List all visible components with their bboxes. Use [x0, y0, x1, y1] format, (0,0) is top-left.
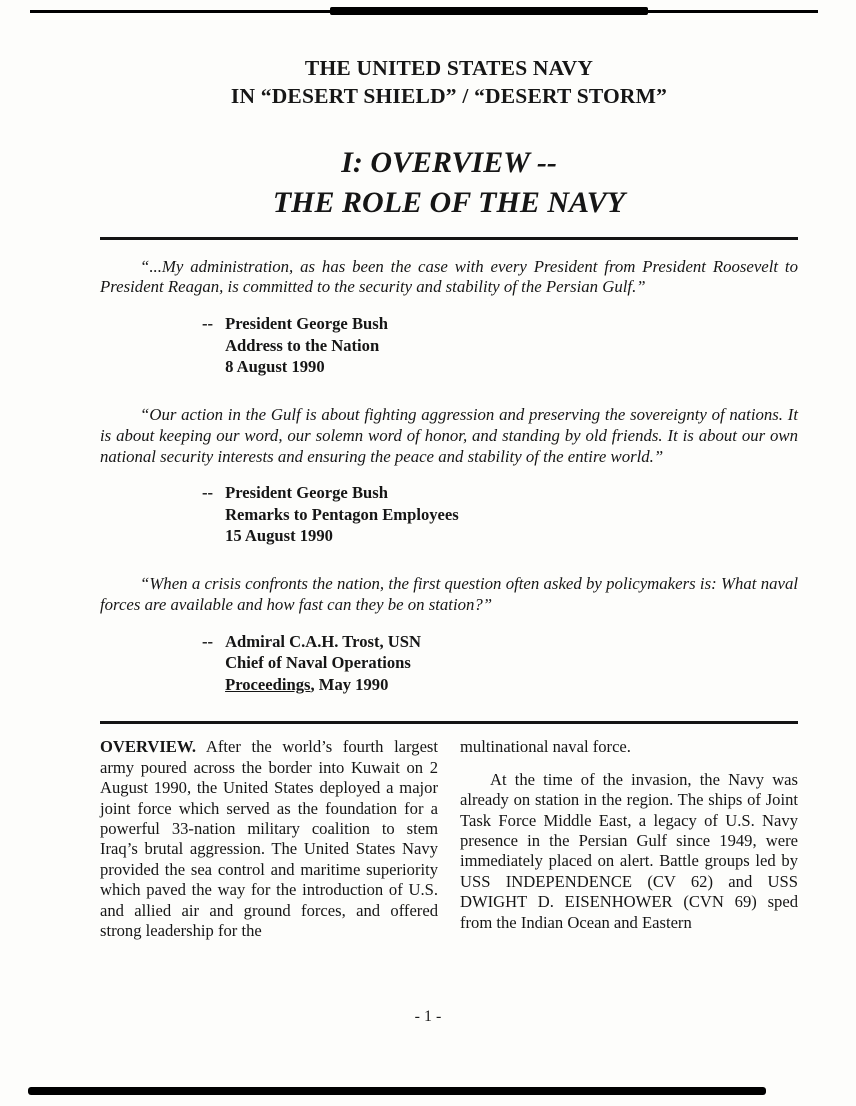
attribution-1-line-3: 8 August 1990: [225, 357, 325, 377]
title-line-1: I: OVERVIEW --: [341, 145, 557, 179]
attribution-3-line-3: [225, 674, 421, 696]
attribution-3-source-title: Proceedings: [225, 674, 311, 694]
quote-1-attribution: [202, 313, 798, 378]
overview-lead: OVERVIEW.: [100, 737, 197, 757]
attribution-1-dash: --: [202, 314, 214, 334]
quote-1-text: “...My administration, as has been the case with every President from President Roosevelt to President Reagan, is committed to the security and stability of the Persian Gulf.”: [100, 256, 798, 297]
attribution-3-source-date: , May 1990: [310, 674, 389, 694]
body-columns: [100, 737, 798, 941]
quote-3-attribution: [202, 631, 798, 696]
scan-artifact-bottom: [28, 1087, 766, 1095]
right-paragraph-1: multinational naval force.: [460, 737, 631, 757]
quote-2-attribution: [202, 482, 798, 547]
header-line-2: IN “DESERT SHIELD” / “DESERT STORM”: [230, 84, 668, 109]
quote-2-text: “Our action in the Gulf is about fighting aggression and preserving the sovereignty of nations. It is about keeping our word, our solemn word of honor, and standing by old friends. It is about our own national security interests and ensuring the peace and stability of the entire world.”: [100, 404, 798, 466]
attribution-2-line-2: Remarks to Pentagon Employees: [225, 504, 459, 524]
attribution-1-line-2: Address to the Nation: [225, 335, 380, 355]
header-line-1: THE UNITED STATES NAVY: [304, 56, 594, 80]
quote-3-text: “When a crisis confronts the nation, the first question often asked by policymakers is: What naval forces are available and how fast can they be on station?”: [100, 574, 798, 614]
quote-2-attribution-lines: [225, 482, 459, 547]
divider-top: [100, 237, 798, 240]
attribution-2-line-1: President George Bush: [225, 483, 388, 503]
overview-text: After the world’s fourth largest army poured across the border into Kuwait on 2 August 1990, the United States deployed a major joint force which served as the foundation for a powerful 33-nation military coalition to stem Iraq’s brutal aggression. The United States Navy provided the sea control and maritime superiority which paved the way for the introduction of U.S. and allied air and ground forces, and offered strong leadership for the: [100, 737, 438, 941]
document-header: [100, 54, 798, 111]
attribution-1-line-1: President George Bush: [225, 314, 388, 334]
body-right-column: [460, 737, 798, 941]
right-paragraph-2: At the time of the invasion, the Navy was already on station in the region. The ships of Joint Task Force Middle East, a legacy of U.S. Navy presence in the Persian Gulf since 1949, were immediately placed on alert. Battle groups led by USS INDEPENDENCE (CV 62) and USS DWIGHT D. EISENHOWER (CVN 69) sped from the Indian Ocean and Eastern: [460, 769, 798, 932]
document-content: [100, 0, 798, 941]
quote-1-attribution-lines: [225, 313, 388, 378]
attribution-3-line-1: Admiral C.A.H. Trost, USN: [225, 631, 421, 651]
title-line-2: THE ROLE OF THE NAVY: [272, 185, 626, 219]
quote-3-attribution-lines: [225, 631, 421, 696]
page-number: - 1 -: [414, 1008, 442, 1025]
overview-paragraph: [100, 737, 438, 941]
attribution-3-line-2: Chief of Naval Operations: [225, 653, 411, 673]
divider-bottom: [100, 721, 798, 724]
page-title: [100, 143, 798, 223]
attribution-3-dash: --: [202, 631, 214, 651]
attribution-2-line-3: 15 August 1990: [225, 526, 333, 546]
attribution-2-dash: --: [202, 483, 214, 503]
body-left-column: [100, 737, 438, 941]
